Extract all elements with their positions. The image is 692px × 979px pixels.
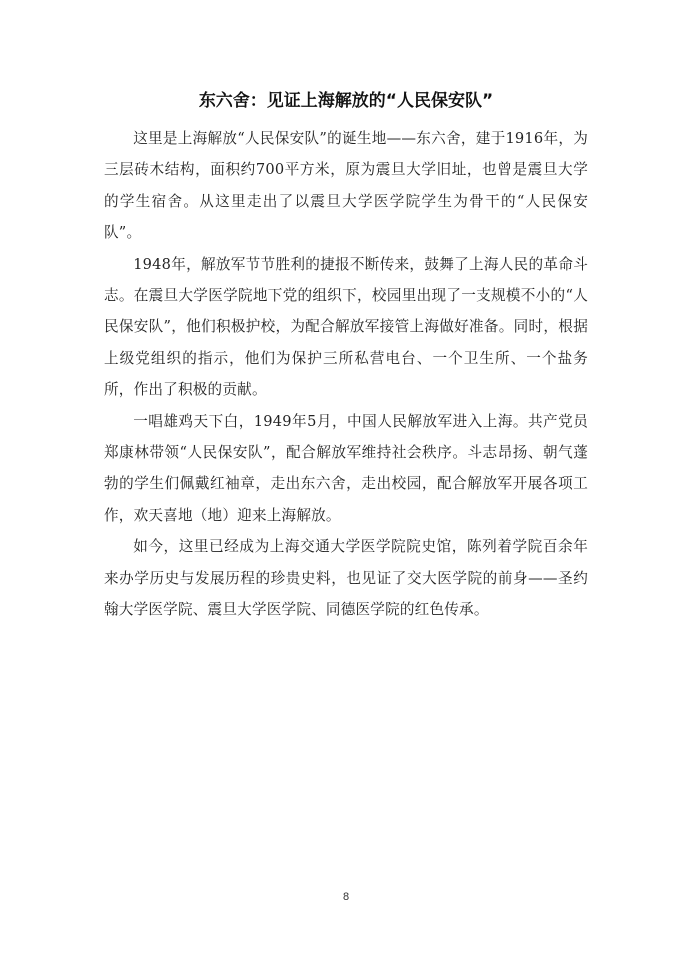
paragraph-3: 一唱雄鸡天下白，1949年5月，中国人民解放军进入上海。共产党员郑康林带领“人民保安队”，配合解放军维持社会秩序。斗志昂扬、朝气蓬勃的学生们佩戴红袖章，走出东六舍，走出校园，配合解放军开展各项工作，欢天喜地（地）迎来上海解放。	[104, 412, 588, 524]
paragraph-4: 如今，这里已经成为上海交通大学医学院院史馆，陈列着学院百余年来办学历史与发展历程的珍贵史料，也见证了交大医学院的前身——圣约翰大学医学院、震旦大学医学院、同德医学院的红色传承。	[104, 538, 588, 619]
paragraph-2: 1948年，解放军节节胜利的捷报不断传来，鼓舞了上海人民的革命斗志。在震旦大学医学院地下党的组织下，校园里出现了一支规模不小的“人民保安队”，他们积极护校，为配合解放军接管上海做好准备。同时，根据上级党组织的指示，他们为保护三所私营电台、一个卫生所、一个盐务所，作出了积极的贡献。	[104, 255, 588, 399]
page-number: 8	[342, 891, 350, 903]
paragraph-1: 这里是上海解放“人民保安队”的诞生地——东六舍，建于1916年，为三层砖木结构，面积约700平方米，原为震旦大学旧址，也曾是震旦大学的学生宿舍。从这里走出了以震旦大学医学院学生为骨干的“人民保安队”。	[104, 130, 588, 242]
page-title: 东六舍：见证上海解放的“人民保安队”	[198, 91, 494, 111]
document-body	[104, 123, 588, 626]
